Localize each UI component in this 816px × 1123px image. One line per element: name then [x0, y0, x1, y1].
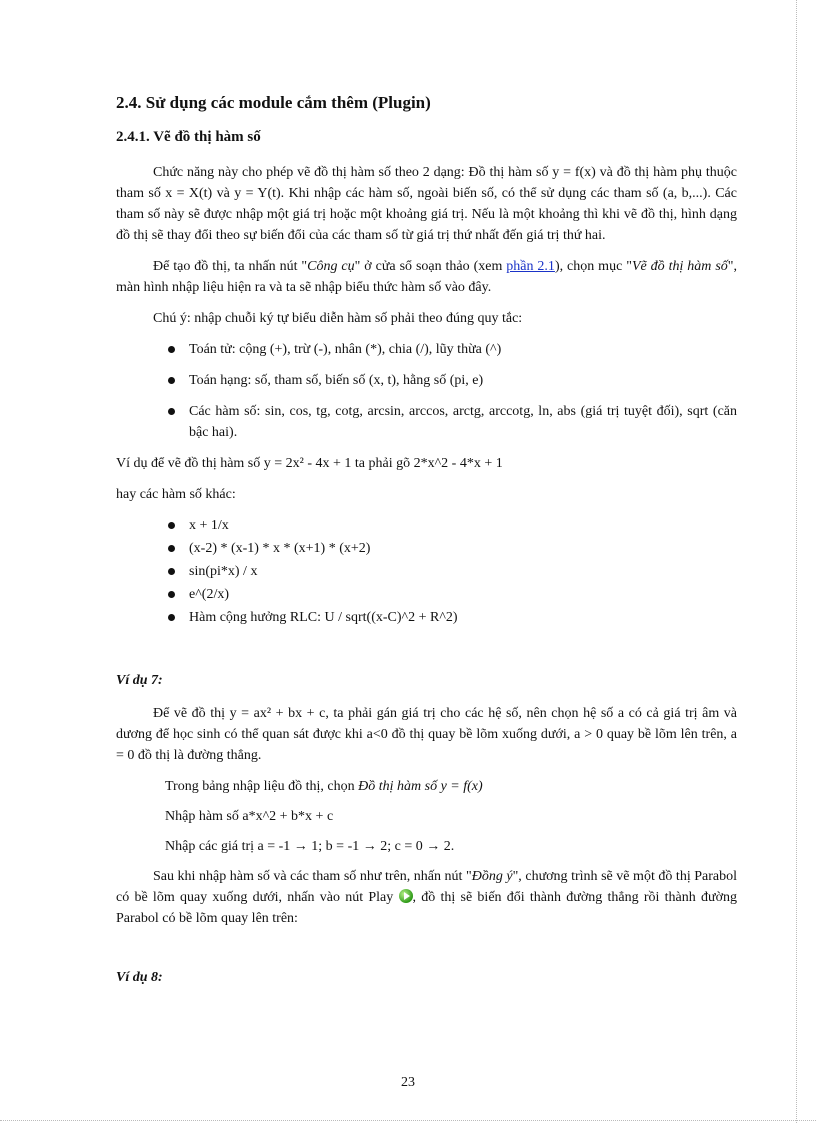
- list-item: sin(pi*x) / x: [116, 561, 737, 582]
- example8-title: Ví dụ 8:: [116, 970, 163, 985]
- list-item: Các hàm số: sin, cos, tg, cotg, arcsin, arccos, arctg, arccotg, ln, abs (giá trị tuyệt đối), sqrt (căn bậc hai).: [116, 401, 737, 443]
- page-bottom-border: [0, 1120, 816, 1121]
- note-paragraph: Chú ý: nhập chuỗi ký tự biểu diễn hàm số phải theo đúng quy tắc:: [153, 311, 523, 326]
- list-item: e^(2/x): [116, 584, 737, 605]
- example7-step3: Nhập các giá trị a = -1 → 1; b = -1 → 2; c = 0 → 2.: [165, 839, 455, 854]
- example7-step2: Nhập hàm số a*x^2 + b*x + c: [165, 809, 334, 824]
- menu-name: Vẽ đồ thị hàm số: [631, 259, 728, 274]
- list-item: Toán hạng: số, tham số, biến số (x, t), hằng số (pi, e): [116, 370, 737, 391]
- page-right-border: [796, 0, 797, 1123]
- tool-name: Công cụ: [307, 259, 355, 274]
- functions-list: [116, 515, 737, 628]
- example7-step1: Trong bảng nhập liệu đồ thị, chọn Đồ thị hàm số y = f(x): [165, 779, 483, 794]
- subsection-title: 2.4.1. Vẽ đồ thị hàm số: [116, 129, 261, 145]
- example7-paragraph: Để vẽ đồ thị y = ax² + bx + c, ta phải gán giá trị cho các hệ số, nên chọn hệ số a có cả giá trị âm và dương để học sinh có thể quan sát được khi a<0 đồ thị quay bề lõm xuống dưới, a > 0 quay bề lõm lên trên, a = 0 đồ thị là đường thẳng.: [116, 706, 737, 763]
- example7-title: Ví dụ 7:: [116, 673, 163, 688]
- list-item: (x-2) * (x-1) * x * (x+1) * (x+2): [116, 538, 737, 559]
- document-page: [116, 90, 737, 1000]
- play-icon: [399, 889, 413, 903]
- rules-list: [116, 339, 737, 443]
- list-item: Toán tử: cộng (+), trừ (-), nhân (*), chia (/), lũy thừa (^): [116, 339, 737, 360]
- list-item: x + 1/x: [116, 515, 737, 536]
- intro-paragraph: Chức năng này cho phép vẽ đồ thị hàm số theo 2 dạng: Đồ thị hàm số y = f(x) và đồ thị hàm phụ thuộc tham số x = X(t) và y = Y(t). Khi nhập các hàm số, ngoài biến số, có thể sử dụng các tham số (a, b,...). Các tham số này sẽ được nhập một giá trị hoặc một khoảng giá trị. Nếu là một khoảng thì khi vẽ đồ thị, hình dạng đồ thị sẽ thay đổi theo sự biến đổi của các tham số từ giá trị thứ nhất đến giá trị thứ hai.: [116, 165, 737, 243]
- example-line: Ví dụ để vẽ đồ thị hàm số y = 2x² - 4x + 1 ta phải gõ 2*x^2 - 4*x + 1: [116, 456, 503, 471]
- page-number: 23: [401, 1075, 415, 1090]
- section-link[interactable]: phần 2.1: [506, 259, 555, 274]
- example7-after-paragraph: Sau khi nhập hàm số và các tham số như trên, nhấn nút "Đồng ý", chương trình sẽ vẽ một đồ thị Parabol có bề lõm quay xuống dưới, nhấn vào nút Play , đồ thị sẽ biến đổi thành đường thẳng rồi thành đường Parabol có bề lõm quay lên trên:: [116, 869, 738, 926]
- section-title: 2.4. Sử dụng các module cắm thêm (Plugin): [116, 93, 431, 112]
- list-item: Hàm cộng hưởng RLC: U / sqrt((x-C)^2 + R^2): [116, 607, 737, 628]
- create-graph-paragraph: Để tạo đồ thị, ta nhấn nút "Công cụ" ở cửa sổ soạn thảo (xem phần 2.1), chọn mục "Vẽ đồ thị hàm số", màn hình nhập liệu hiện ra và ta sẽ nhập biểu thức hàm số vào đây.: [116, 259, 737, 295]
- ok-button-name: Đồng ý: [471, 869, 513, 884]
- other-functions-intro: hay các hàm số khác:: [116, 487, 236, 502]
